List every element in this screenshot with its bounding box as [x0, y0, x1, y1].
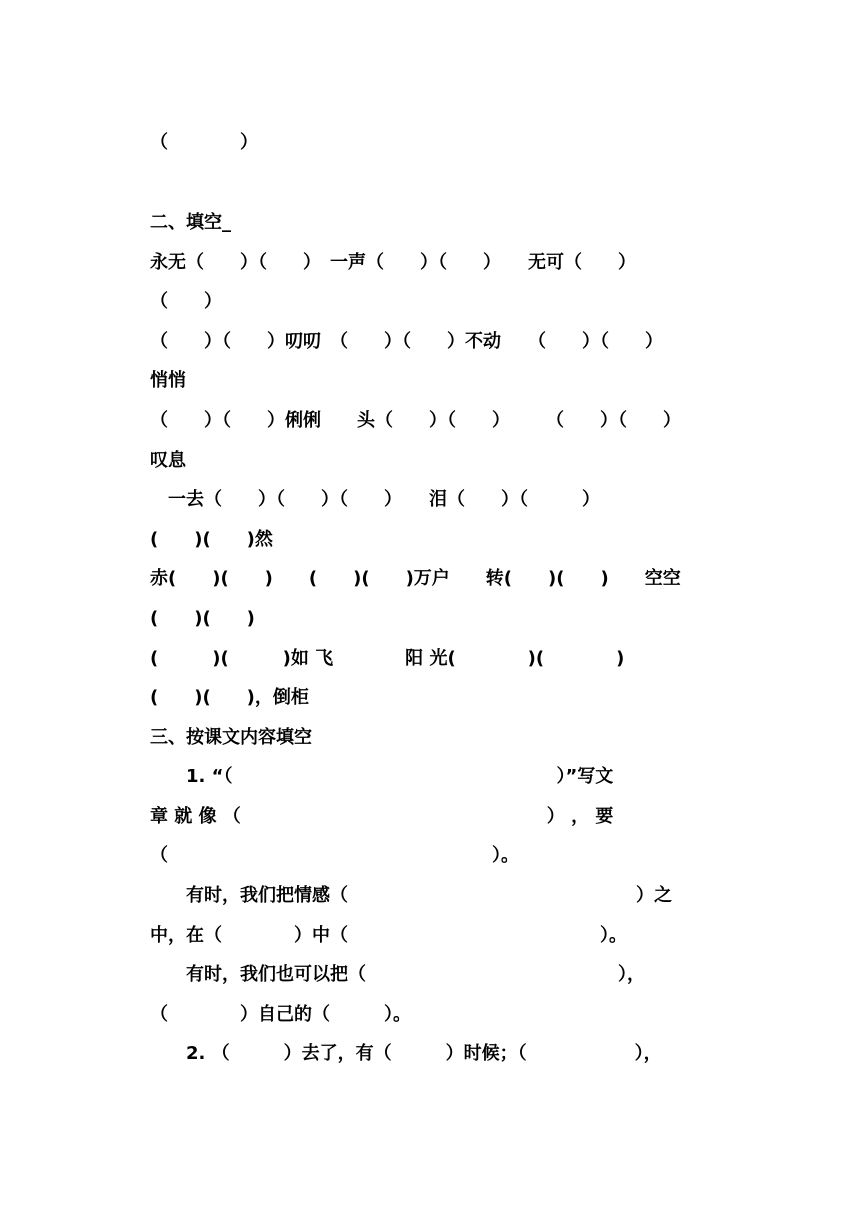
text-line: （ ）	[150, 291, 222, 312]
text-line: 中，在（ ）中（ ）。	[150, 925, 627, 946]
text-line: ( )( )如 飞 阳 光( )( )	[150, 648, 625, 669]
text-line: 1. “（ ）”写文	[150, 766, 614, 787]
text-line: ( )( )，倒柜	[150, 687, 309, 708]
text-line: （ ）自己的（ ）。	[150, 1004, 411, 1025]
text-line: 叹息	[150, 450, 186, 471]
text-line: 一去（ ）（ ）（ ） 泪（ ）（ ）	[150, 489, 600, 510]
text-line: 悄悄	[150, 370, 186, 391]
text-line: 永无（ ）（ ） 一声（ ）（ ） 无可（ ）	[150, 252, 636, 273]
text-line: ( )( )然	[150, 529, 273, 550]
text-line: （ ）。	[150, 845, 519, 866]
text-line: 2. （ ）去了，有（ ）时候；（ ），	[150, 1043, 662, 1064]
section-heading: 二、填空_	[150, 212, 231, 233]
text-line: （ ）（ ）俐俐 头（ ）（ ） （ ）（ ）	[150, 410, 681, 431]
text-line: 章 就 像 （ ） ， 要	[150, 806, 614, 827]
text-line: 赤( )( ) ( )( )万户 转( )( ) 空空	[150, 568, 681, 589]
text-line: （ ）（ ）叨叨 （ ）（ ）不动 （ ）（ ）	[150, 331, 663, 352]
section-heading: 三、按课文内容填空	[150, 727, 312, 748]
text-line: 有时，我们也可以把（ ），	[150, 964, 645, 985]
text-line: （ ）	[150, 132, 258, 153]
text-line: 有时，我们把情感（ ）之	[150, 885, 672, 906]
text-line: ( )( )	[150, 608, 255, 629]
